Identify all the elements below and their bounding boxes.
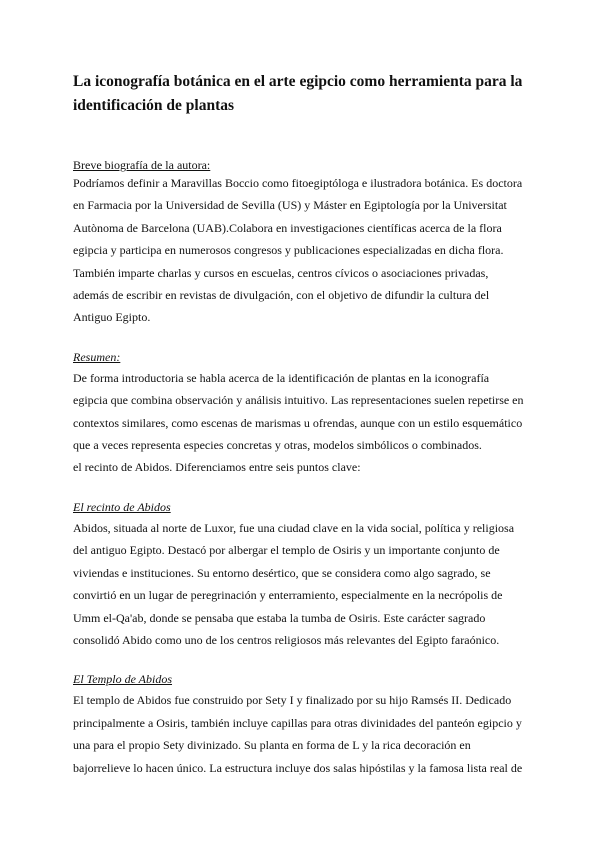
text-line: una para el propio Sety divinizado. Su planta en forma de L y la rica decoración en (73, 738, 471, 753)
section-summary (73, 349, 524, 479)
text-line: que a veces representa especies concretas y otras, modelos simbólicos o combinados. (73, 438, 482, 453)
text-line: Autònoma de Barcelona (UAB).Colabora en investigaciones científicas acerca de la flora (73, 220, 502, 235)
section-paragraph (73, 367, 524, 479)
section-abidos-site (73, 499, 518, 651)
section-abidos-temple (73, 671, 523, 779)
text-line: egipcia y participa en numerosos congresos y publicaciones especializadas en dicha flora. (73, 243, 504, 258)
title-line: La iconografía botánica en el arte egipcio como herramienta para la (73, 73, 523, 90)
text-line: Antiguo Egipto. (73, 310, 151, 325)
text-line: el recinto de Abidos. Diferenciamos entre seis puntos clave: (73, 460, 361, 475)
text-line: del antiguo Egipto. Destacó por albergar el templo de Osiris y un importante conjunto de (73, 543, 500, 558)
text-line: De forma introductoria se habla acerca de la identificación de plantas en la iconografía (73, 370, 490, 385)
text-line: convirtió en un lugar de peregrinación y enterramiento, especialmente en la necrópolis de (73, 588, 503, 603)
document-title (73, 70, 523, 118)
title-line: identificación de plantas (73, 97, 235, 114)
section-heading: Breve biografía de la autora: (73, 158, 211, 172)
text-line: en Farmacia por la Universidad de Sevilla (US) y Máster en Egiptología por la Universitat (73, 198, 507, 213)
text-line: bajorrelieve lo hacen único. La estructura incluye dos salas hipóstilas y la famosa lista real de (73, 760, 523, 775)
text-line: contextos similares, como escenas de marismas u ofrendas, aunque con un estilo esquemático (73, 415, 523, 430)
text-line: egipcia que combina observación y análisis intuitivo. Las representaciones suelen repetirse en (73, 393, 524, 408)
text-line: viviendas e instituciones. Su entorno desértico, que se considera como algo sagrado, se (73, 565, 491, 580)
section-biography (73, 157, 523, 329)
section-paragraph (73, 172, 523, 329)
text-line: Umm el-Qa'ab, donde se pensaba que estaba la tumba de Osiris. Este carácter sagrado (73, 610, 486, 625)
text-line: consolidó Abido como uno de los centros religiosos más relevantes del Egipto faraónico. (73, 632, 500, 647)
section-paragraph (73, 517, 518, 651)
text-line: además de escribir en revistas de divulgación, con el objetivo de difundir la cultura del (73, 288, 490, 303)
text-line: principalmente a Osiris, también incluye capillas para otras divinidades del panteón egipcio y (73, 715, 522, 730)
text-line: Podríamos definir a Maravillas Boccio como fitoegiptóloga e ilustradora botánica. Es doctora (73, 176, 523, 190)
text-line: El templo de Abidos fue construido por Sety I y finalizado por su hijo Ramsés II. Dedicado (73, 693, 512, 708)
text-line: Abidos, situada al norte de Luxor, fue una ciudad clave en la vida social, política y religiosa (73, 520, 515, 535)
section-paragraph (73, 689, 523, 779)
text-line: También imparte charlas y cursos en escuelas, centros cívicos o asociaciones privadas, (73, 265, 489, 280)
section-heading: Resumen: (73, 349, 121, 364)
section-heading: El Templo de Abidos (73, 672, 173, 687)
section-heading: El recinto de Abidos (73, 499, 171, 514)
